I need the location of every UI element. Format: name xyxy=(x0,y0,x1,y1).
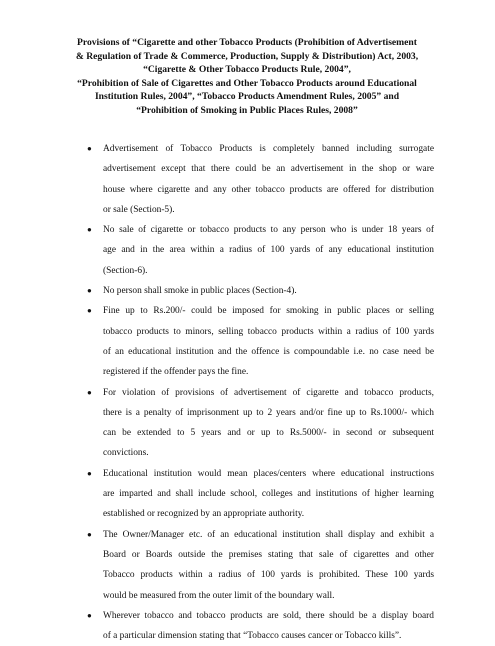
list-item-line: registered if the offender pays the fine. xyxy=(103,367,249,378)
bullet-icon: ● xyxy=(87,225,92,235)
list-item-line: house where cigarette and any other tobacco products are offered for distribution xyxy=(103,184,434,195)
list-item xyxy=(87,220,434,281)
heading-line: “Cigarette & Other Tobacco Products Rule, 2004”, xyxy=(143,64,351,75)
list-item-line: Wherever tobacco and tobacco products are sold, there should be a display board xyxy=(103,610,434,621)
bullet-icon: ● xyxy=(87,144,92,153)
document-heading xyxy=(58,36,436,117)
heading-line: “Prohibition of Sale of Cigarettes and Other Tobacco Products around Educational xyxy=(77,77,417,89)
provisions-list xyxy=(87,139,434,646)
list-item xyxy=(87,139,434,220)
list-item xyxy=(87,383,434,464)
heading-line: Institution Rules, 2004”, “Tobacco Products Amendment Rules, 2005” and xyxy=(94,91,400,102)
list-item-line: For violation of provisions of advertisement of cigarette and tobacco products, xyxy=(103,387,434,398)
list-item-line: tobacco products to minors, selling tobacco products within a radius of 100 yards xyxy=(103,326,434,337)
list-item-line: (Section-6). xyxy=(103,265,148,276)
heading-line: Provisions of “Cigarette and other Tobacco Products (Prohibition of Advertisement xyxy=(77,37,417,48)
bullet-icon: ● xyxy=(87,306,92,316)
bullet-icon: ● xyxy=(87,468,92,478)
list-item-line: established or recognized by an appropriate authority. xyxy=(103,509,305,520)
list-item-line: Board or Boards outside the premises stating that sale of cigarettes and other xyxy=(103,549,434,560)
list-item xyxy=(87,301,434,382)
list-item-line: or sale (Section-5). xyxy=(103,204,175,215)
list-item-line: No sale of cigarette or tobacco products to any person who is under 18 years of xyxy=(103,225,434,236)
list-item-line: convictions. xyxy=(103,448,149,459)
list-item xyxy=(87,464,434,525)
list-item-line: can be extended to 5 years and or up to Rs.5000/- in second or subsequent xyxy=(103,428,434,439)
list-item-line: there is a penalty of imprisonment up to 2 years and/or fine up to Rs.1000/- which xyxy=(103,407,434,418)
bullet-icon: ● xyxy=(87,610,92,620)
list-item-line: No person shall smoke in public places (Section-4). xyxy=(103,286,297,297)
list-item-line: Fine up to Rs.200/- could be imposed for smoking in public places or selling xyxy=(103,306,434,317)
heading-line: “Prohibition of Smoking in Public Places Rules, 2008” xyxy=(136,104,358,116)
list-item-line: advertisement except that there could be an advertisement in the shop or ware xyxy=(103,164,434,175)
bullet-icon: ● xyxy=(87,286,92,296)
list-item-line: would be measured from the outer limit of the boundary wall. xyxy=(103,590,335,601)
bullet-icon: ● xyxy=(87,529,92,539)
list-item-line: Advertisement of Tobacco Products is completely banned including surrogate xyxy=(103,144,434,154)
list-item xyxy=(87,525,434,606)
list-item-line: The Owner/Manager etc. of an educational institution shall display and exhibit a xyxy=(103,529,434,540)
list-item-line: are imparted and shall include school, colleges and institutions of higher learning xyxy=(103,489,434,500)
bullet-icon: ● xyxy=(87,387,92,397)
list-item-line: Tobacco products within a radius of 100 yards is prohibited. These 100 yards xyxy=(103,570,434,581)
list-item-line: of an educational institution and the offence is compoundable i.e. no case need be xyxy=(103,346,434,357)
list-item-line: of a particular dimension stating that “Tobacco causes cancer or Tobacco kills”. xyxy=(103,631,402,642)
list-item-line: age and in the area within a radius of 100 yards of any educational institution xyxy=(103,245,434,256)
list-item-line: Educational institution would mean places/centers where educational instructions xyxy=(103,468,434,479)
list-item xyxy=(87,281,434,301)
heading-line: & Regulation of Trade & Commerce, Production, Supply & Distribution) Act, 2003, xyxy=(75,50,419,62)
